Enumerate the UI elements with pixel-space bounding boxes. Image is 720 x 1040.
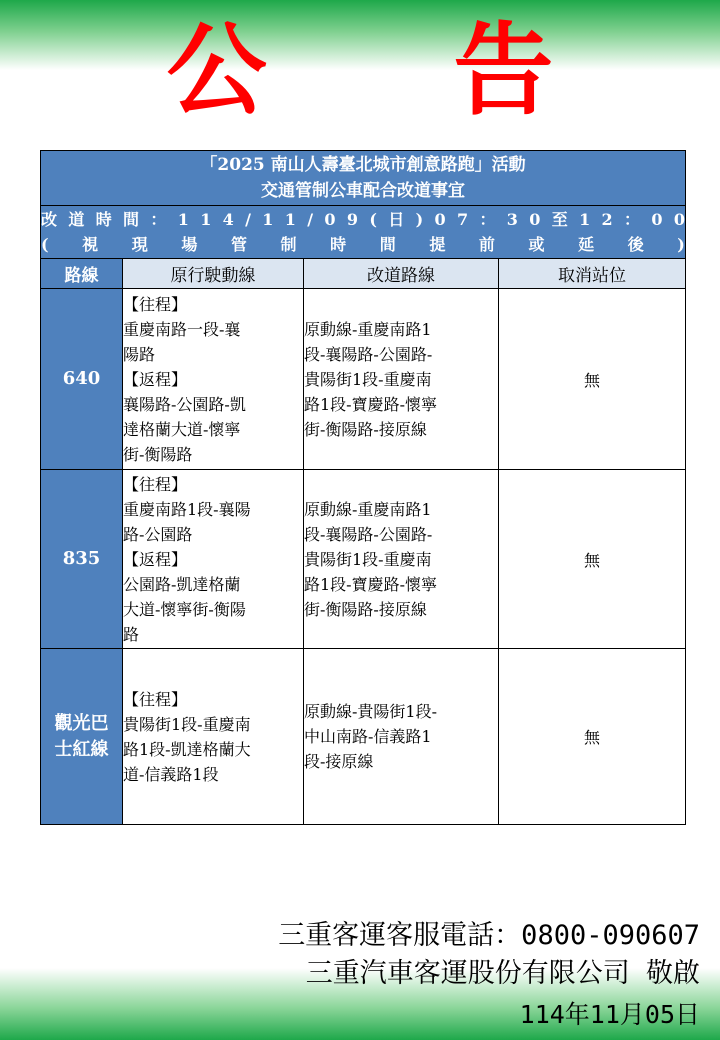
event-header bbox=[41, 151, 686, 206]
time-char: ： bbox=[479, 210, 496, 229]
col-cancelled-stops: 取消站位 bbox=[499, 259, 686, 289]
text-line: 【往程】 bbox=[123, 294, 188, 314]
original-route bbox=[123, 649, 304, 825]
text-line: 原動線-重慶南路1 bbox=[304, 499, 432, 519]
table-row bbox=[41, 470, 686, 649]
service-phone: 三重客運客服電話：0800-090607 bbox=[278, 920, 700, 951]
time-char: ： bbox=[150, 210, 167, 229]
time-char: 1 bbox=[200, 210, 212, 229]
detour-time-note bbox=[41, 232, 685, 257]
time-char: 0 bbox=[651, 210, 663, 229]
time-char: 場 bbox=[181, 235, 198, 254]
notice-date: 114年11月05日 bbox=[519, 1000, 700, 1029]
text-line: 觀光巴 bbox=[54, 712, 109, 734]
text-line: 達格蘭大道-懷寧 bbox=[123, 419, 241, 439]
time-char: 提 bbox=[429, 235, 446, 254]
text-line: 段-接原線 bbox=[304, 752, 374, 771]
original-route bbox=[123, 470, 304, 649]
time-char: 7 bbox=[456, 210, 469, 229]
time-char: 時 bbox=[95, 210, 112, 229]
time-char: 間 bbox=[379, 235, 396, 254]
text-line: 街-衡陽路-接原線 bbox=[304, 419, 427, 439]
text-line: 貴陽街1段-重慶南 bbox=[304, 549, 432, 569]
time-char: 0 bbox=[434, 210, 446, 229]
table-row bbox=[41, 289, 686, 470]
column-header-row bbox=[41, 259, 686, 289]
time-char: 至 bbox=[551, 210, 568, 229]
time-char: 管 bbox=[230, 235, 247, 254]
time-char: / bbox=[307, 210, 314, 229]
text-line: 貴陽街1段-重慶南 bbox=[304, 369, 432, 389]
text-line: 【返程】 bbox=[123, 369, 188, 389]
event-header-row bbox=[41, 151, 686, 206]
time-char: 0 bbox=[673, 210, 685, 229]
time-char: 制 bbox=[280, 235, 297, 254]
time-char: ： bbox=[624, 210, 641, 229]
cancelled-stops: 無 bbox=[499, 649, 686, 825]
col-original-route: 原行駛動線 bbox=[123, 259, 304, 289]
text-line: 原動線-重慶南路1 bbox=[304, 319, 432, 339]
time-char: 延 bbox=[578, 235, 595, 254]
text-line: 【返程】 bbox=[123, 549, 188, 569]
detour-time-line bbox=[41, 207, 685, 232]
time-char: 1 bbox=[262, 210, 274, 229]
detour-time bbox=[41, 206, 686, 259]
text-line: 【往程】 bbox=[123, 689, 188, 709]
time-char: 3 bbox=[506, 210, 518, 229]
col-route: 路線 bbox=[41, 259, 123, 289]
time-char: 現 bbox=[131, 235, 148, 254]
text-line: 襄陽路-公園路-凱 bbox=[123, 394, 246, 414]
text-line: 【往程】 bbox=[123, 474, 188, 494]
time-char: 0 bbox=[324, 210, 336, 229]
text-line: 重慶南路1段-襄陽 bbox=[123, 499, 251, 519]
time-char: 2 bbox=[601, 210, 613, 229]
text-line: 路-公園路 bbox=[123, 524, 193, 544]
detour-route bbox=[304, 289, 499, 470]
time-row bbox=[41, 206, 686, 259]
cancelled-stops: 無 bbox=[499, 470, 686, 649]
text-line: 原動線-貴陽街1段- bbox=[304, 702, 437, 721]
text-line: 陽路 bbox=[123, 344, 156, 364]
time-char: / bbox=[245, 210, 251, 229]
text-line: 路1段-寶慶路-懷寧 bbox=[304, 394, 437, 414]
time-char: 視 bbox=[82, 235, 99, 254]
text-line: 士紅線 bbox=[54, 738, 109, 760]
time-char: ( bbox=[41, 235, 49, 254]
detour-route bbox=[304, 470, 499, 649]
text-line: 貴陽街1段-重慶南 bbox=[123, 714, 251, 734]
text-line: 路 bbox=[123, 624, 140, 644]
time-char: ) bbox=[415, 210, 424, 229]
col-detour-route: 改道路線 bbox=[304, 259, 499, 289]
time-char: 日 bbox=[388, 210, 405, 229]
detour-table bbox=[40, 150, 686, 825]
time-char: 前 bbox=[478, 235, 495, 254]
text-line: 路1段-凱達格蘭大 bbox=[123, 739, 251, 759]
time-char: 間 bbox=[123, 210, 140, 229]
original-route bbox=[123, 289, 304, 470]
time-char: ( bbox=[369, 210, 377, 229]
route-number: 640 bbox=[41, 289, 123, 470]
notice-title: 公 告 bbox=[166, 12, 630, 129]
text-line: 中山南路-信義路1 bbox=[304, 727, 432, 746]
time-char: 時 bbox=[330, 235, 347, 254]
time-char: 1 bbox=[177, 210, 189, 229]
text-line: 道-信義路1段 bbox=[123, 764, 219, 784]
cancelled-stops: 無 bbox=[499, 289, 686, 470]
event-title: 「2025 南山人壽臺北城市創意路跑」活動 bbox=[200, 155, 526, 175]
text-line: 重慶南路一段-襄 bbox=[123, 319, 241, 339]
text-line: 街-衡陽路-接原線 bbox=[304, 599, 427, 619]
time-char: 1 bbox=[579, 210, 591, 229]
company-signature: 三重汽車客運股份有限公司 敬啟 bbox=[305, 958, 700, 989]
time-char: 道 bbox=[68, 210, 85, 229]
text-line: 公園路-凱達格蘭 bbox=[123, 574, 241, 594]
event-subtitle: 交通管制公車配合改道事宜 bbox=[261, 181, 466, 201]
route-number bbox=[41, 649, 123, 825]
table-row bbox=[41, 649, 686, 825]
time-char: 或 bbox=[528, 235, 545, 254]
time-char: 後 bbox=[627, 235, 644, 254]
time-char: 改 bbox=[41, 210, 58, 229]
time-char: 0 bbox=[529, 210, 541, 229]
detour-route bbox=[304, 649, 499, 825]
text-line: 大道-懷寧街-衡陽 bbox=[123, 599, 246, 619]
text-line: 街-衡陽路 bbox=[123, 444, 193, 464]
text-line: 段-襄陽路-公園路- bbox=[304, 344, 433, 364]
time-char: ) bbox=[677, 235, 685, 254]
time-char: 4 bbox=[222, 210, 234, 229]
text-line: 段-襄陽路-公園路- bbox=[304, 524, 433, 544]
time-char: 9 bbox=[346, 210, 359, 229]
text-line: 路1段-寶慶路-懷寧 bbox=[304, 574, 437, 594]
route-number: 835 bbox=[41, 470, 123, 649]
time-char: 1 bbox=[284, 210, 296, 229]
